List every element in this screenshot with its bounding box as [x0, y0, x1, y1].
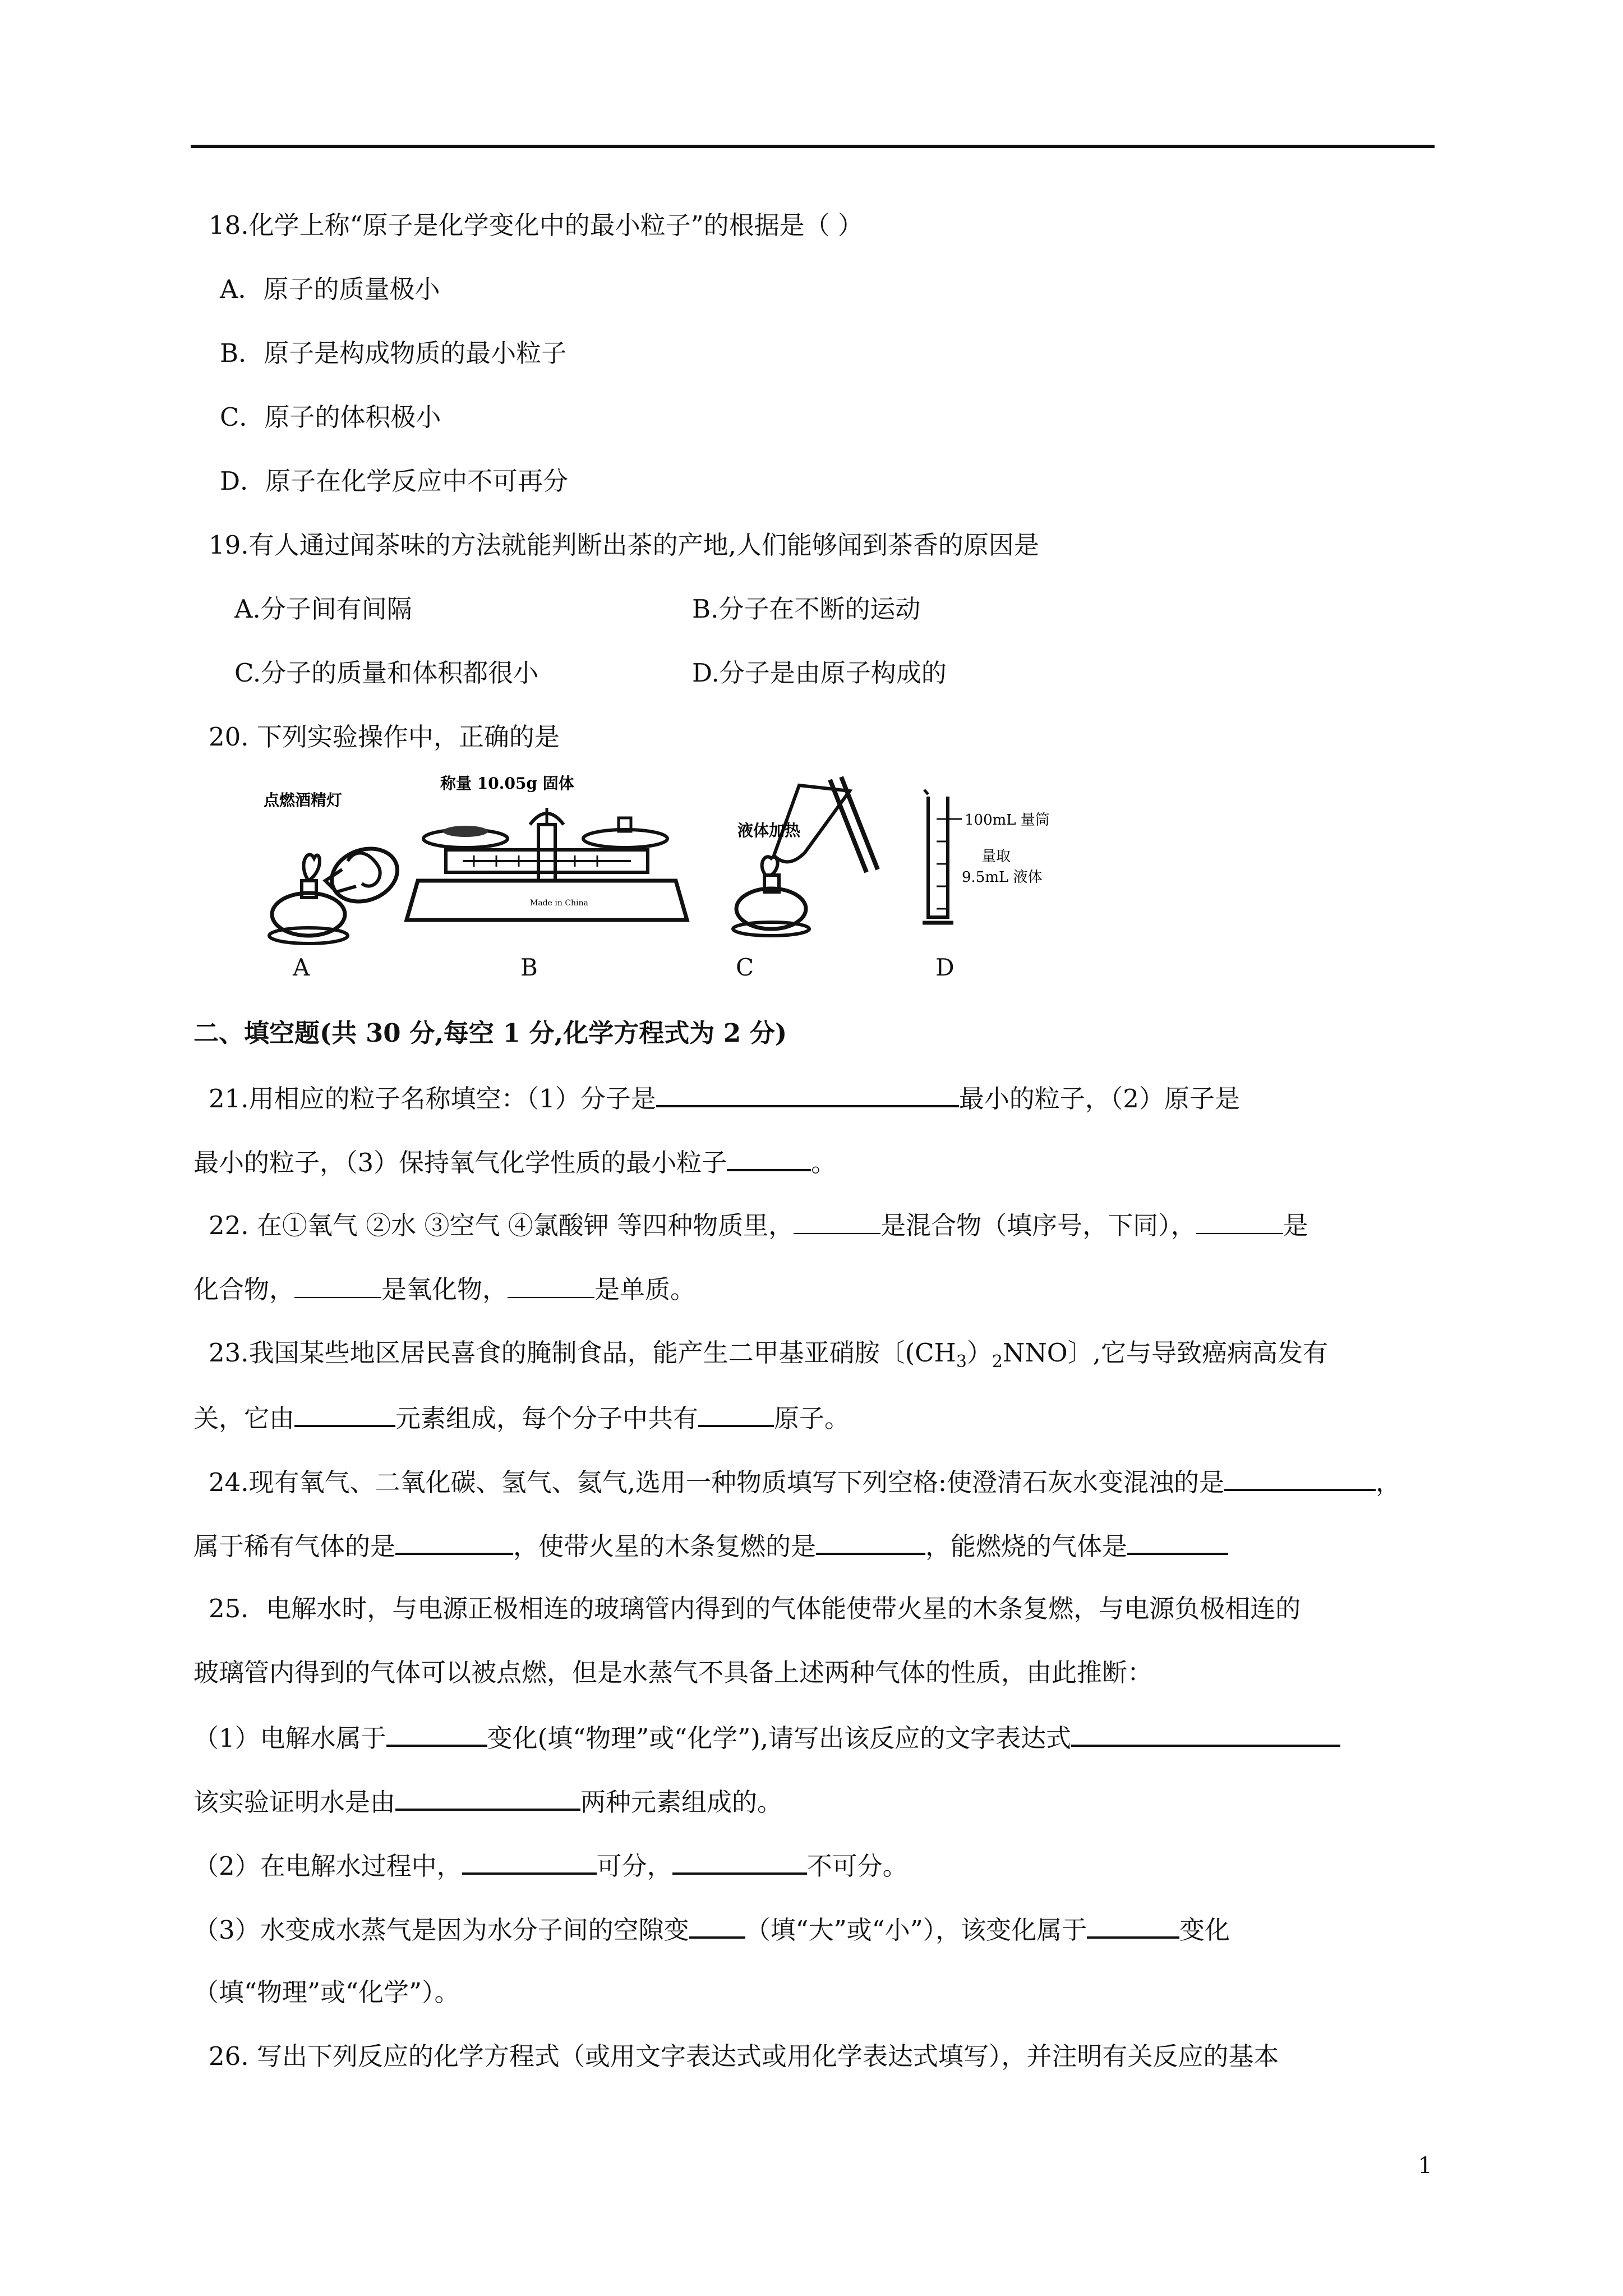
q21-line2: 最小的粒子，（3）保持氧气化学性质的最小粒子 。 [193, 1144, 836, 1180]
q19-option-b: B.分子在不断的运动 [692, 594, 921, 624]
q25-sub1-line2: 该实验证明水是由 两种元素组成的。 [193, 1784, 782, 1819]
q22-blank-2[interactable] [1196, 1208, 1283, 1234]
q25-sub2: （2）在电解水过程中， 可分， 不可分。 [193, 1848, 908, 1883]
fig-b-small-text: Made in China [530, 899, 588, 908]
q24-line2: 属于稀有气体的是 ，使带火星的木条复燃的是 ，能燃烧的气体是 [193, 1528, 1228, 1563]
q21-blank-2[interactable] [727, 1144, 811, 1171]
q25-blank-4[interactable] [462, 1848, 597, 1875]
q19-option-a: A.分子间有间隔 [234, 594, 412, 624]
q23-line1: 23.我国某些地区居民喜食的腌制食品，能产生二甲基亚硝胺〔$(CH_3)_2NNO$〕,它与导致癌病高发有 [209, 1338, 1328, 1372]
q25-blank-7[interactable] [1087, 1912, 1179, 1939]
q25-blank-6[interactable] [689, 1912, 745, 1939]
q22-line1: 22. 在①氧气 ②水 ③空气 ④氯酸钾 等四种物质里， 是混合物（填序号，下同）， 是 [209, 1208, 1308, 1243]
q25-sub3-line1: （3）水变成水蒸气是因为水分子间的空隙变 （填“大”或“小”），该变化属于 变化 [193, 1912, 1230, 1947]
q22-line2: 化合物， 是氧化物， 是单质。 [193, 1272, 695, 1306]
q24-blank-3[interactable] [816, 1528, 925, 1555]
q25-line1: 25．电解水时，与电源正极相连的玻璃管内得到的气体能使带火星的木条复燃，与电源负极相连的 [209, 1594, 1301, 1623]
figure-heating-liquid [704, 774, 889, 942]
q21-line1: 21.用相应的粒子名称填空：（1）分子是 最小的粒子，（2）原子是 [209, 1080, 1240, 1116]
figure-measuring-cylinder [920, 785, 1105, 931]
fig-d-caption2: 量取 [981, 848, 1011, 865]
q25-blank-5[interactable] [672, 1848, 807, 1875]
section-2-title: 二、填空题(共 30 分,每空 1 分,化学方程式为 2 分) [193, 1018, 787, 1048]
q19-stem: 19.有人通过闻茶味的方法就能判断出茶的产地,人们能够闻到茶香的原因是 [209, 530, 1039, 560]
q25-sub3-line2: （填“物理”或“化学”）。 [193, 1977, 460, 2007]
fig-a-caption: 点燃酒精灯 [264, 791, 343, 809]
q20-stem: 20. 下列实验操作中，正确的是 [209, 722, 560, 752]
fig-label-b: B [520, 954, 538, 981]
q25-sub1-line1: （1）电解水属于 变化(填“物理”或“化学”),请写出该反应的文字表达式 [193, 1720, 1340, 1755]
q19-option-c: C.分子的质量和体积都很小 [234, 658, 539, 688]
fig-label-c: C [736, 954, 754, 981]
q19-option-d: D.分子是由原子构成的 [692, 658, 947, 688]
header-rule [191, 145, 1435, 148]
q24-blank-2[interactable] [395, 1528, 513, 1555]
q25-blank-1[interactable] [386, 1720, 487, 1747]
q22-blank-4[interactable] [508, 1272, 594, 1298]
fig-d-caption3: 9.5mL 液体 [962, 869, 1043, 886]
fig-b-caption: 称量 10.05g 固体 [440, 774, 574, 793]
q24-blank-4[interactable] [1127, 1528, 1228, 1555]
figure-alcohol-lamp-lighting [258, 785, 415, 954]
q18-option-a: A．原子的质量极小 [220, 274, 440, 304]
q23-blank-1[interactable] [294, 1400, 395, 1427]
fig-c-caption: 液体加热 [737, 821, 801, 840]
q25-blank-3[interactable] [395, 1784, 580, 1811]
q24-blank-1[interactable] [1224, 1464, 1376, 1491]
q23-line2: 关，它由 元素组成，每个分子中共有 原子。 [193, 1400, 850, 1435]
q26-line1: 26. 写出下列反应的化学方程式（或用文字表达式或用化学表达式填写），并注明有关反应的基本 [209, 2041, 1279, 2071]
page-number: 1 [1418, 2153, 1432, 2179]
q25-line2: 玻璃管内得到的气体可以被点燃，但是水蒸气不具备上述两种气体的性质，由此推断： [193, 1658, 1153, 1687]
q18-option-d: D．原子在化学反应中不可再分 [220, 466, 569, 496]
q22-blank-3[interactable] [294, 1272, 381, 1298]
fig-label-d: D [935, 954, 955, 981]
q25-blank-2[interactable] [1071, 1720, 1340, 1747]
q23-blank-2[interactable] [698, 1400, 774, 1427]
q18-option-c: C．原子的体积极小 [220, 402, 441, 432]
q21-blank-1[interactable] [656, 1080, 959, 1107]
fig-label-a: A [293, 954, 310, 981]
figure-balance-weighing [401, 769, 693, 937]
q18-stem: 18.化学上称“原子是化学变化中的最小粒子”的根据是（ ） [209, 210, 863, 240]
q24-line1: 24.现有氧气、二氧化碳、氢气、氦气,选用一种物质填写下列空格:使澄清石灰水变混浊的是 ， [209, 1464, 1401, 1499]
q22-blank-1[interactable] [794, 1208, 880, 1234]
fig-d-caption1: 100mL 量筒 [965, 812, 1050, 829]
q18-option-b: B．原子是构成物质的最小粒子 [220, 338, 567, 368]
